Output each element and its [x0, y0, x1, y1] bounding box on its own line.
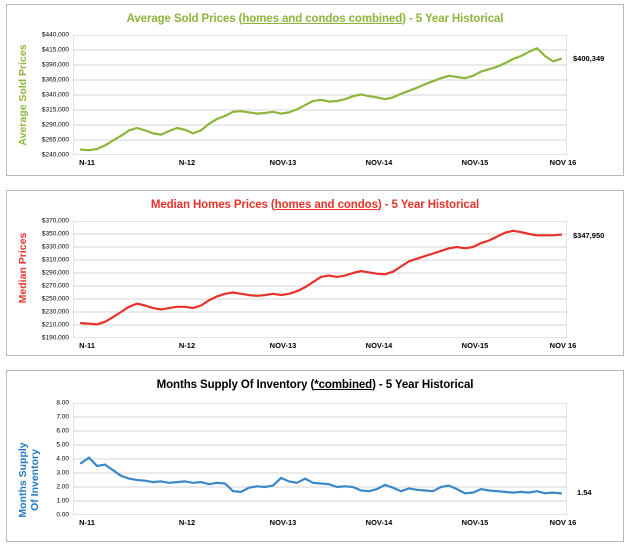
median-homes-prices-y-tick-labels [25, 217, 69, 342]
x-tick: NOV-15 [461, 518, 489, 527]
title-underlined: homes and condos combined [242, 13, 403, 25]
y-tick: $265,000 [41, 136, 69, 144]
y-tick: $310,000 [41, 256, 69, 264]
y-tick: $250,000 [41, 295, 69, 303]
median-homes-prices-y-axis-label: Median Prices [17, 232, 29, 304]
y-tick: 6.00 [56, 427, 69, 435]
average-sold-prices-plot-area [73, 35, 567, 155]
months-supply-of-inventory-end-value-label: 1.54 [577, 488, 592, 497]
y-tick: $240,000 [41, 151, 69, 159]
title-prefix: Median Homes Prices ( [150, 199, 275, 211]
y-tick: $340,000 [41, 91, 69, 99]
median-homes-prices-plot-area [73, 221, 567, 338]
y-tick: $365,000 [41, 76, 69, 84]
y-tick: $330,000 [41, 243, 69, 251]
x-tick: NOV-14 [365, 158, 393, 167]
y-tick: 8.00 [56, 399, 69, 407]
x-tick: NOV 16 [549, 518, 577, 527]
x-tick: N-12 [178, 158, 196, 167]
title-underlined: homes and condos [274, 199, 378, 211]
y-tick: $390,000 [41, 61, 69, 69]
months-supply-of-inventory-y-axis-label: Months Supply Of Inventory [17, 442, 42, 518]
y-tick: 2.00 [56, 483, 69, 491]
average-sold-prices-chart-panel [6, 4, 624, 176]
x-tick: NOV 16 [549, 341, 577, 350]
x-tick: NOV 16 [549, 158, 577, 167]
y-tick: $290,000 [41, 121, 69, 129]
title-suffix: ) - 5 Year Historical [402, 13, 504, 25]
months-supply-of-inventory-plot-area [73, 403, 567, 515]
average-sold-prices-end-value-label: $400,349 [573, 54, 605, 63]
y-tick: $190,000 [41, 334, 69, 342]
y-tick: 1.00 [56, 497, 69, 505]
y-tick: 4.00 [56, 455, 69, 463]
y-tick: $230,000 [41, 308, 69, 316]
average-sold-prices-title [7, 13, 623, 25]
title-suffix: ) - 5 Year Historical [377, 199, 480, 211]
title-underlined: *combined [314, 379, 373, 391]
x-tick: N-12 [178, 518, 196, 527]
months-supply-of-inventory-y-tick-labels [35, 399, 69, 519]
x-tick: NOV-15 [461, 341, 489, 350]
median-homes-prices-chart-panel [6, 190, 624, 356]
y-tick: 3.00 [56, 469, 69, 477]
average-sold-prices-svg [73, 35, 567, 155]
months-supply-of-inventory-chart-panel [6, 370, 624, 542]
x-tick: N-11 [79, 158, 95, 167]
x-tick: N-11 [79, 518, 95, 527]
y-tick: $370,000 [41, 217, 69, 225]
median-homes-prices-end-value-label: $347,950 [573, 231, 605, 240]
median-homes-prices-svg [73, 221, 567, 338]
x-tick: NOV-13 [269, 341, 297, 350]
title-suffix: ) - 5 Year Historical [372, 379, 474, 391]
title-prefix: Average Sold Prices ( [126, 13, 243, 25]
y-tick: $415,000 [41, 46, 69, 54]
x-tick: NOV-15 [461, 158, 489, 167]
months-supply-of-inventory-title [7, 379, 623, 391]
y-tick: $440,000 [41, 31, 69, 39]
y-tick: $290,000 [41, 269, 69, 277]
x-tick: NOV-13 [269, 518, 297, 527]
x-tick: NOV-14 [365, 341, 393, 350]
y-tick: $270,000 [41, 282, 69, 290]
y-tick: 0.00 [56, 511, 69, 519]
y-tick: $350,000 [41, 230, 69, 238]
x-tick: NOV-13 [269, 158, 297, 167]
title-prefix: Months Supply Of Inventory ( [156, 379, 315, 391]
x-tick: N-12 [178, 341, 196, 350]
x-tick: NOV-14 [365, 518, 393, 527]
y-tick: $210,000 [41, 321, 69, 329]
y-tick: $315,000 [41, 106, 69, 114]
average-sold-prices-y-axis-label: Average Sold Prices [17, 44, 29, 146]
average-sold-prices-y-tick-labels [25, 31, 69, 159]
y-tick: 5.00 [56, 441, 69, 449]
median-homes-prices-title [7, 199, 623, 211]
x-tick: N-11 [79, 341, 95, 350]
months-supply-of-inventory-svg [73, 403, 567, 515]
y-tick: 7.00 [56, 413, 69, 421]
